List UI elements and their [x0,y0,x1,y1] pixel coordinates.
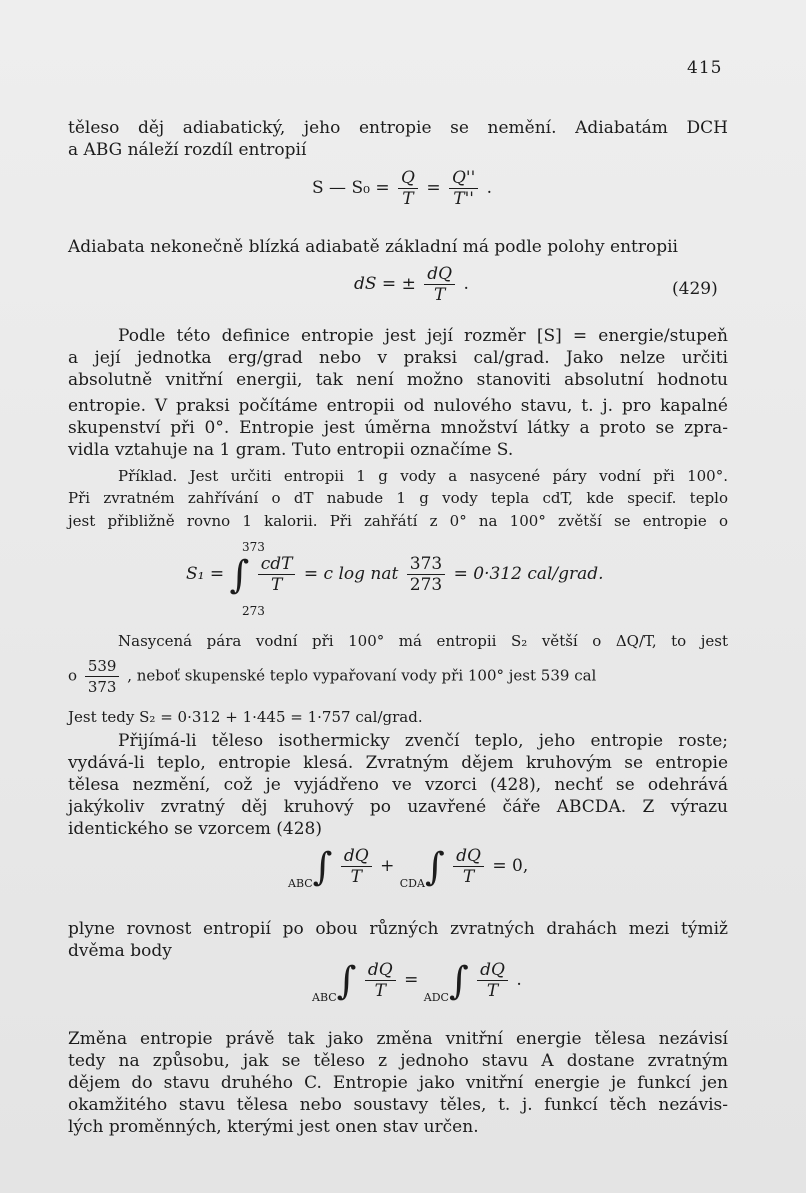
eq1-fraction-2 [449,168,478,209]
eq-s1-upper-limit: 373 [242,540,265,554]
eq-s1-num: cdT [260,554,293,574]
example-line-1: Příklad. Jest určiti entropii 1 g vody a nasycené páry vodní při 100°. [118,467,728,485]
frac539-den: 373 [85,676,120,697]
example2-line-3: Jest tedy S₂ = 0·312 + 1·445 = 1·757 cal/grad. [68,708,423,726]
example-line-2: Při zvratném zahřívání o dT nabude 1 g vody tepla cdT, kde specif. teplo [68,489,728,507]
para5-line-1: plyne rovnost entropií po obou různých zvratných drahách mezi týmiž [68,919,728,939]
eq-cycle-den2: T [453,866,484,887]
eq-paths-sub1: ABC [312,991,337,1004]
eq-paths-fraction-2 [477,960,508,1001]
eq-s1-lower-limit: 273 [242,604,265,618]
eq-paths-sub2: ADC [423,991,449,1004]
para6-line-5: lých proměnných, kterými jest onen stav určen. [68,1117,479,1137]
eq-paths-den2: T [477,980,508,1001]
para4-line-3: tělesa nezmění, což je vyjádřeno ve vzorci (428), nechť se odehrává [68,775,728,795]
para4-line-2: vydává-li teplo, entropie klesá. Zvratným dějem kruhovým se entropie [68,753,728,773]
eq-s1-rhs: = 0·312 cal/grad. [453,564,604,584]
eq-cycle-fraction-2 [453,846,484,887]
eq-s1-den: T [258,574,296,595]
fraction-539-373 [85,656,120,697]
equation-cycle [288,846,528,890]
example2-line-2-text: , neboť skupenské teplo vypařovaní vody při 100° jest 539 cal [127,666,597,685]
frac539-num: 539 [87,657,117,675]
para4-line-4: jakýkoliv zvratný děj kruhový po uzavřené čáře ABCDA. Z výrazu [68,797,728,817]
eq429-lhs: dS = ± [354,274,416,294]
eq429-fraction [424,264,455,305]
equation-s1-integral [186,540,606,620]
eq-paths-equals: = [404,970,419,990]
eq-paths-num2: dQ [480,960,505,980]
eq-s1-fraction-2 [407,554,445,595]
integral-sign: ∫ [312,844,333,889]
eq-cycle-num1: dQ [343,846,369,866]
eq1-fraction-1 [398,168,418,209]
eq1-num1: Q [400,168,415,188]
eq429-period: . [463,274,469,294]
eq1-equals: = [426,178,441,198]
integral-sign: ∫ [424,844,445,889]
equation-paths [312,960,522,1004]
para4-line-5: identického se vzorcem (428) [68,819,322,839]
para3-line-4: entropie. V praksi počítáme entropii od nulového stavu, t. j. pro kapalné [68,396,728,416]
eq-cycle-rhs: = 0, [492,856,529,876]
eq-paths-num1: dQ [367,960,393,980]
para6-line-3: dějem do stavu druhého C. Entropie jako vnitřní energie je funkcí jen [68,1073,728,1093]
para6-line-1: Změna entropie právě tak jako změna vnitřní energie tělesa nezávisí [68,1029,728,1049]
eq1-den2: T'' [449,188,478,209]
example2-line-1: Nasycená pára vodní při 100° má entropii S₂ větší o ΔQ/T, to jest [118,632,728,650]
eq-s1-mid: = c log nat [303,564,399,584]
eq-s1-fraction [258,554,296,595]
eq-paths-fraction-1 [365,960,396,1001]
integral-sign: ∫ [336,958,357,1003]
para2: Adiabata nekonečně blízká adiabatě základní má podle polohy entropii [68,237,678,257]
equation-number-429: (429) [672,279,718,299]
para1-line-2: a ABG náleží rozdíl entropií [68,140,307,160]
integral-sign: ∫ [229,552,250,597]
eq-paths-den1: T [365,980,396,1001]
para1-line-1: těleso děj adiabatický, jeho entropie se nemění. Adiabatám DCH [68,118,728,138]
eq-s1-lhs: S₁ = [186,564,225,584]
eq-s1-den2: 273 [407,574,445,595]
para3-line-2: a její jednotka erg/grad nebo v praksi cal/grad. Jako nelze určiti [68,348,728,368]
eq-cycle-plus: + [380,856,395,876]
para3-line-5: skupenství při 0°. Entropie jest úměrna množství látky a proto se zpra- [68,418,728,438]
example-line-3: jest přibližně rovno 1 kalorii. Při zahřátí z 0° na 100° zvětší se entropie o [68,512,728,530]
eq1-lhs: S — S₀ = [312,178,390,198]
eq429-den: T [424,284,455,305]
eq429-num: dQ [427,264,453,284]
eq-paths-period: . [516,970,522,990]
page-number: 415 [687,58,723,78]
equation-entropy-difference [312,168,492,209]
eq-cycle-num2: dQ [456,846,481,866]
equation-429 [354,264,469,305]
para3-line-3: absolutně vnitřní energii, tak není možno stanoviti absolutní hodnotu [68,370,728,390]
eq-cycle-sub1: ABC [288,877,313,890]
para4-line-1: Přijímá-li těleso isothermicky zvenčí teplo, jeho entropie roste; [118,731,728,751]
para3-line-6: vidla vztahuje na 1 gram. Tuto entropii označíme S. [68,440,514,460]
integral-sign: ∫ [448,958,469,1003]
eq-cycle-fraction-1 [341,846,372,887]
eq1-period: . [486,178,493,198]
frac539-prefix: o [68,666,78,685]
para3-line-1: Podle této definice entropie jest její rozměr [S] = energie/stupeň [118,326,728,346]
eq1-den1: T [398,188,418,209]
eq-cycle-sub2: CDA [399,877,425,890]
eq1-num2: Q'' [451,168,476,188]
eq-cycle-den1: T [341,866,372,887]
para5-line-2: dvěma body [68,941,172,961]
eq-s1-num2: 373 [409,554,443,574]
para6-line-2: tedy na způsobu, jak se těleso z jednoho stavu A dostane zvratným [68,1051,728,1071]
para6-line-4: okamžitého stavu tělesa nebo soustavy těles, t. j. funkcí těch nezávis- [68,1095,728,1115]
example2-line-2 [68,656,728,704]
